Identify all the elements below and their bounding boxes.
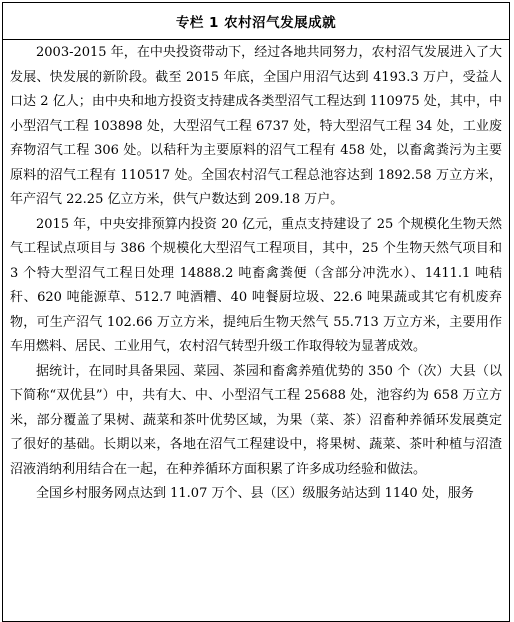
paragraph-double-advantage-counties: 据统计，在同时具备果园、菜园、茶园和畜禽养殖优势的 350 个（次）大县（以下简称“双优县”）中，共有大、中、小型沼气工程 25688 处，池容约为 658 万立方米，部分覆盖了果树、蔬菜和茶叶优势区域，为果（菜、茶）沼畜种养循环发展奠定了很好的基础。长期以来，各地在沼气工程建设中，将果树、蔬菜、茶叶种植与沼渣沼液消纳利用结合在一起，在种养循环方面积累了许多成功经验和做法。 — [10, 363, 502, 477]
column-content — [3, 40, 509, 507]
paragraph-biogas-progress: 2003-2015 年，在中央投资带动下，经过各地共同努力，农村沼气发展进入了大发展、快发展的新阶段。截至 2015 年底，全国户用沼气达到 4193.3 万户，受益人口达 2 亿人；由中央和地方投资支持建成各类型沼气工程达到 110975 处，其中，中小型沼气工程 103898 处，大型沼气工程 6737 处，特大型沼气工程 34 处，工业废弃物沼气工程 306 处。以秸秆为主要原料的沼气工程有 458 处，以畜禽粪污为主要原料的沼气工程有 110517 处。全国农村沼气工程总池容达到 1892.58 万立方米，年产沼气 22.25 亿立方米，供气户数达到 209.18 万户。 — [10, 45, 502, 207]
column-title: 专栏 1 农村沼气发展成就 — [3, 3, 509, 40]
paragraph-service-network: 全国乡村服务网点达到 11.07 万个、县（区）级服务站达到 1140 处，服务 — [36, 486, 474, 501]
paragraph-2015-investment: 2015 年，中央安排预算内投资 20 亿元，重点支持建设了 25 个规模化生物天然气工程试点项目与 386 个规模化大型沼气工程项目，其中，25 个生物天然气项目和 3 个特大型沼气工程日处理 14888.2 吨畜禽粪便（含部分冲洗水）、1411.1 吨秸秆、620 吨能源草、512.7 吨酒糟、40 吨餐厨垃圾、22.6 吨果蔬或其它有机废弃物，可生产沼气 102.66 万立方米，提纯后生物天然气 55.713 万立方米，主要用作车用燃料、居民、工业用气，农村沼气转型升级工作取得较为显著成效。 — [10, 216, 502, 354]
column-box — [2, 2, 510, 622]
